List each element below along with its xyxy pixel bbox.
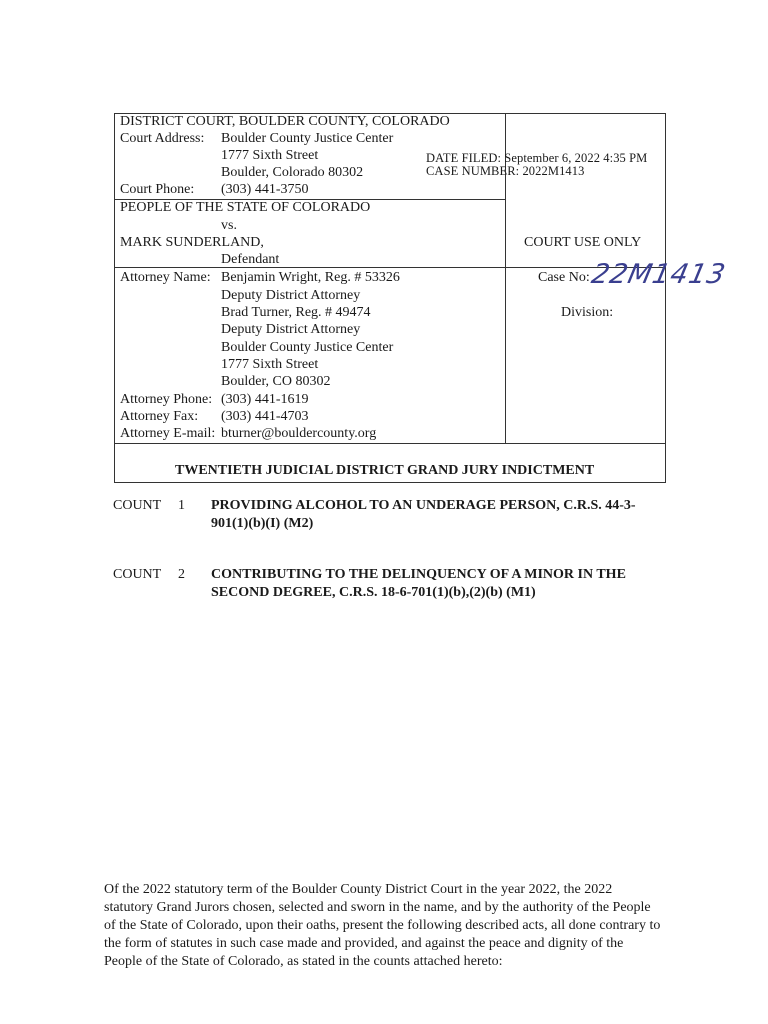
count-number: 2 <box>178 567 185 582</box>
attorney-phone: (303) 441-1619 <box>221 392 309 407</box>
date-filed-stamp: DATE FILED: September 6, 2022 4:35 PM <box>426 151 648 165</box>
attorney-name-label: Attorney Name: <box>120 270 211 285</box>
court-address-line1: Boulder County Justice Center <box>221 131 394 146</box>
court-address-line3: Boulder, Colorado 80302 <box>221 165 364 180</box>
attorney-line: 1777 Sixth Street <box>221 357 319 372</box>
caption-divider-attorney <box>114 267 666 268</box>
attorney-fax: (303) 441-4703 <box>221 409 309 424</box>
count-number: 1 <box>178 498 185 513</box>
attorney-email-label: Attorney E-mail: <box>120 426 216 441</box>
court-address-label: Court Address: <box>120 131 205 146</box>
count-charge <box>211 497 661 533</box>
court-phone-label: Court Phone: <box>120 182 195 197</box>
court-use-only: COURT USE ONLY <box>524 235 642 250</box>
indictment-preamble: Of the 2022 statutory term of the Boulder County District Court in the year 2022, the 2022 statutory Grand Jurors chosen, selected and sworn in the name, and by the authority of the People of the State of Colorado, upon their oaths, present the following described acts, all done contrary to the form of statutes in such case made and provided, and against the peace and dignity of the People of the State of Colorado, as stated in the counts attached hereto: <box>104 882 661 969</box>
caption-border-left <box>114 113 115 483</box>
count-charge-line: CONTRIBUTING TO THE DELINQUENCY OF A MINOR IN THE <box>211 567 626 582</box>
handwritten-case-number: 22M1413 <box>588 259 729 290</box>
count-charge-line: SECOND DEGREE, C.R.S. 18-6-701(1)(b),(2)(b) (M1) <box>211 585 536 600</box>
attorney-line: Boulder, CO 80302 <box>221 374 331 389</box>
attorney-line: Deputy District Attorney <box>221 322 361 337</box>
caption-divider-title <box>114 443 666 444</box>
count-label: COUNT <box>113 498 162 513</box>
count-label: COUNT <box>113 567 162 582</box>
division-label: Division: <box>561 305 614 320</box>
attorney-line: Brad Turner, Reg. # 49474 <box>221 305 371 320</box>
plaintiff-name: PEOPLE OF THE STATE OF COLORADO <box>120 200 371 215</box>
indictment-title: TWENTIETH JUDICIAL DISTRICT GRAND JURY INDICTMENT <box>175 463 595 478</box>
case-no-label: Case No: <box>538 270 590 285</box>
court-address-line2: 1777 Sixth Street <box>221 148 319 163</box>
attorney-line: Boulder County Justice Center <box>221 340 394 355</box>
court-name: DISTRICT COURT, BOULDER COUNTY, COLORADO <box>120 114 450 129</box>
caption-border-bottom <box>114 482 666 483</box>
count-charge-line: PROVIDING ALCOHOL TO AN UNDERAGE PERSON, C.R.S. 44-3- <box>211 498 636 513</box>
attorney-line: Benjamin Wright, Reg. # 53326 <box>221 270 400 285</box>
defendant-name: MARK SUNDERLAND, <box>120 235 264 250</box>
count-charge <box>211 566 661 602</box>
caption-border-right <box>665 113 666 483</box>
defendant-label: Defendant <box>221 252 280 267</box>
court-phone: (303) 441-3750 <box>221 182 309 197</box>
versus-text: vs. <box>221 218 237 233</box>
count-charge-line: 901(1)(b)(I) (M2) <box>211 516 314 531</box>
attorney-email: bturner@bouldercounty.org <box>221 426 377 441</box>
attorney-phone-label: Attorney Phone: <box>120 392 213 407</box>
case-number-stamp: CASE NUMBER: 2022M1413 <box>426 164 585 178</box>
attorney-line: Deputy District Attorney <box>221 288 361 303</box>
attorney-fax-label: Attorney Fax: <box>120 409 199 424</box>
